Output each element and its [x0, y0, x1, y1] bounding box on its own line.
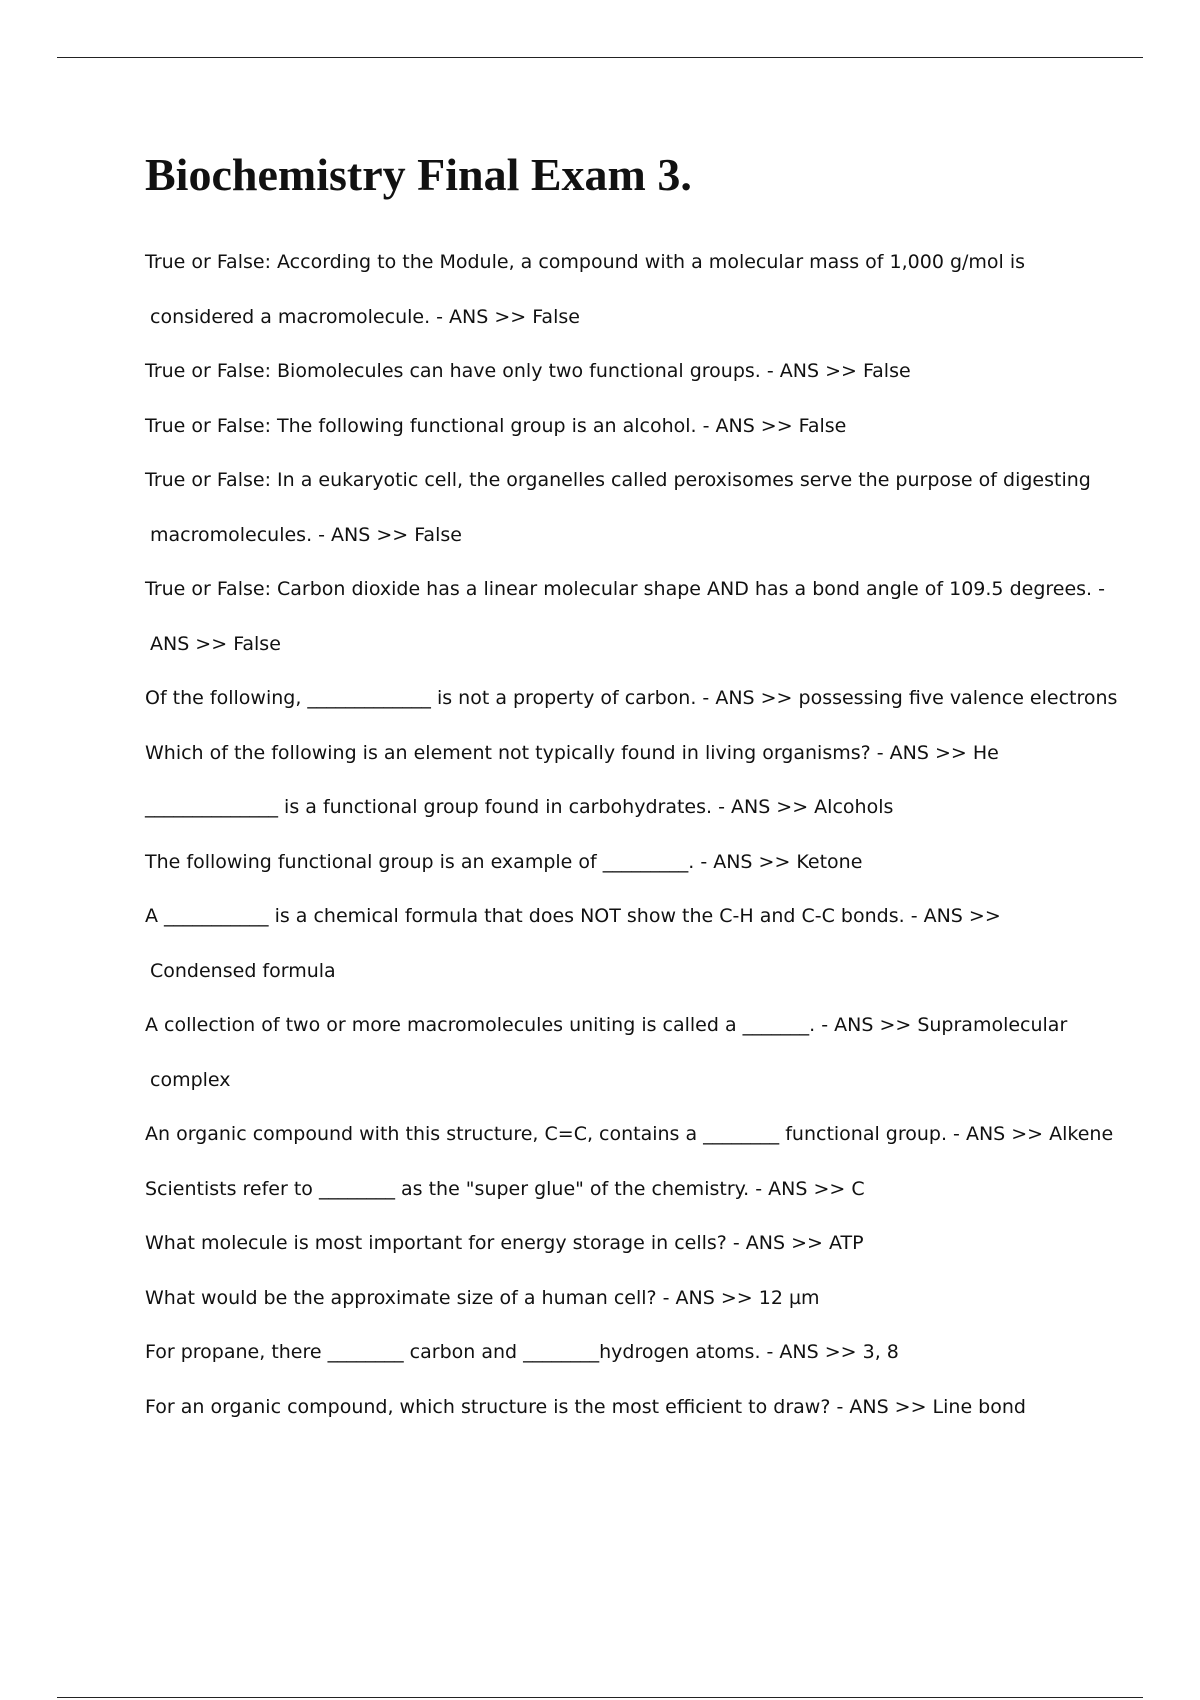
question-text-continued: macromolecules. - ANS >> False — [150, 523, 462, 546]
question-text-continued: Condensed formula — [150, 959, 336, 982]
question-item — [145, 1107, 1114, 1162]
question-text-continued: ANS >> False — [150, 632, 281, 655]
question-text: True or False: In a eukaryotic cell, the organelles called peroxisomes serve the purpose of digesting — [145, 469, 1091, 491]
question-item — [145, 453, 1105, 562]
question-item — [145, 1216, 1105, 1271]
question-item — [145, 835, 1105, 890]
question-text: True or False: Biomolecules can have only two functional groups. - ANS >> False — [145, 360, 911, 382]
question-item — [145, 235, 1105, 344]
question-text: True or False: Carbon dioxide has a linear molecular shape AND has a bond angle of 109.5 degrees. - — [145, 578, 1105, 600]
question-text: A ___________ is a chemical formula that does NOT show the C-H and C-C bonds. - ANS >> — [145, 905, 1001, 927]
question-item — [145, 889, 1105, 998]
header-divider — [57, 57, 1143, 58]
question-text-continued: complex — [150, 1068, 231, 1091]
question-item — [145, 1325, 1105, 1380]
question-text: ______________ is a functional group found in carbohydrates. - ANS >> Alcohols — [145, 796, 894, 818]
question-item — [145, 726, 1105, 781]
footer-divider — [57, 1697, 1143, 1698]
question-item — [145, 1380, 1105, 1435]
question-item — [145, 1271, 1105, 1326]
document-body — [145, 140, 1118, 1434]
question-item — [145, 562, 1105, 671]
question-text: A collection of two or more macromolecules uniting is called a _______. - ANS >> Supramolecular — [145, 1014, 1068, 1036]
question-item — [145, 998, 1105, 1107]
question-text: Scientists refer to ________ as the "super glue" of the chemistry. - ANS >> C — [145, 1177, 865, 1200]
question-item — [145, 1162, 1105, 1217]
question-text: Of the following, _____________ is not a property of carbon. - ANS >> possessing five valence electrons — [145, 687, 1118, 709]
question-text: For propane, there ________ carbon and ________hydrogen atoms. - ANS >> 3, 8 — [145, 1341, 899, 1363]
question-text: True or False: The following functional group is an alcohol. - ANS >> False — [145, 414, 847, 437]
question-item — [145, 780, 1105, 835]
question-text: What molecule is most important for energy storage in cells? - ANS >> ATP — [145, 1232, 864, 1254]
question-text: An organic compound with this structure, C=C, contains a ________ functional group. - ANS >> Alkene — [145, 1123, 1114, 1145]
question-item — [145, 344, 1105, 399]
question-text: Which of the following is an element not typically found in living organisms? - ANS >> He — [145, 741, 999, 764]
question-item — [145, 671, 1118, 726]
question-text-continued: considered a macromolecule. - ANS >> False — [150, 305, 580, 328]
question-text: For an organic compound, which structure is the most efficient to draw? - ANS >> Line bond — [145, 1395, 1026, 1418]
question-text: True or False: According to the Module, a compound with a molecular mass of 1,000 g/mol is — [145, 251, 1026, 273]
document-title: Biochemistry Final Exam 3. — [145, 149, 692, 200]
question-text: What would be the approximate size of a human cell? - ANS >> 12 µm — [145, 1286, 820, 1309]
question-list — [145, 235, 1118, 1434]
question-item — [145, 399, 1105, 454]
question-text: The following functional group is an example of _________. - ANS >> Ketone — [145, 850, 863, 873]
